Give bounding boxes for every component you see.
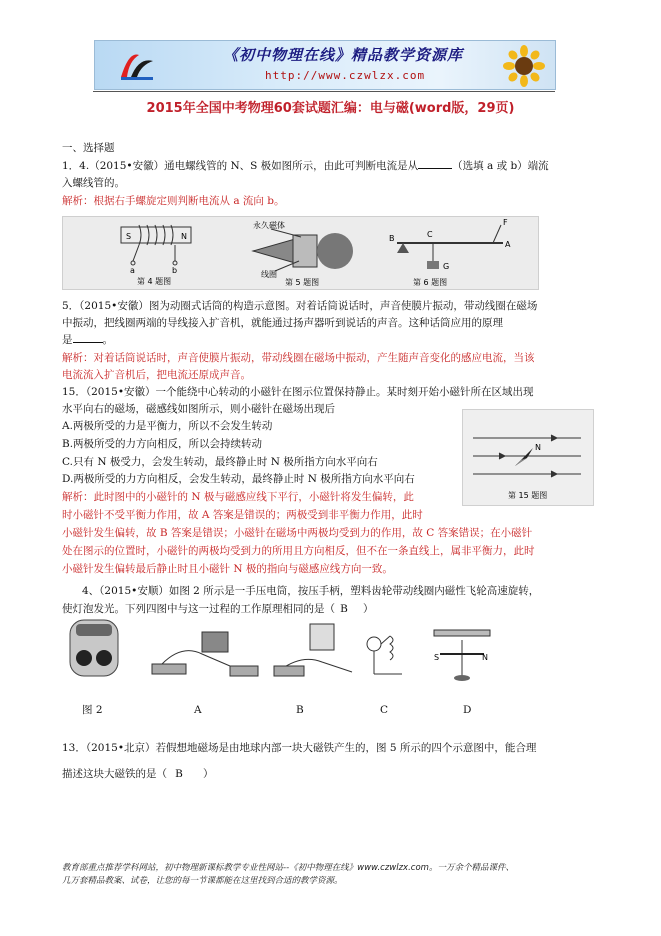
footer-line2: 几万套精品教案、试卷，让您的每一节课都能在这里找到合适的教学资源。 [62,876,343,886]
fig4-s-label: S [126,232,132,241]
q13-text: 描述这块大磁铁的是（ [62,768,167,780]
fig5-magnet-label: 永久磁体 [253,221,285,230]
header-banner [94,40,556,90]
answer-blank [73,332,103,343]
fig4-b-label: b [172,266,178,275]
fig6-a-label: A [505,240,511,249]
figure-15 [462,409,594,506]
q15-option-c: C.只有 N 极受力，会发生转动，最终静止时 N 极所指方向水平向右 [62,456,378,468]
q1-text-post: （选填 a 或 b）端流 [452,160,549,172]
fig6-c-label: C [427,230,433,239]
q15-option-a: A.两极所受的力是平衡力，所以不会发生转动 [62,420,273,432]
footer-line1: 教育部重点推荐学科网站，初中物理新课标教学专业性网站--《初中物理在线》www.czwlzx.com。一万余个精品课件、 [62,863,514,873]
banner-url: http://www.czwlzx.com [265,69,426,82]
q5-line2: 中振动，把线圈两端的导线接入扩音机，就能通过扬声器听到说话的声音。这种话筒应用的原理 [62,317,503,329]
q13-line2 [62,766,592,782]
site-logo-icon [117,47,157,83]
section-heading: 一、选择题 [62,142,115,154]
q15-answer-line1: 解析：此时图中的小磁针的 N 极与磁感应线下平行，小磁针将发生偏转，此 [62,491,414,503]
q15-option-b: B.两极所受的力方向相反，所以会持续转动 [62,438,263,450]
fig6-f-label: F [503,218,508,227]
q13-text-post: ） [203,768,214,780]
q4-figures-drawing [62,614,492,694]
q1-answer: 解析：根据右手螺旋定则判断电流从 a 流向 b。 [62,195,285,207]
q5-line1: 5．（2015•安徽）图为动圈式话筒的构造示意图。对着话筒说话时，声音使膜片振动，带动线圈在磁场 [62,300,538,312]
q4-label-c: C [380,704,389,716]
q4-text: 使灯泡发光。下列四图中与这一过程的工作原理相同的是（ [62,603,335,615]
q5-text-post: 。 [102,334,113,346]
q15-line2: 水平向右的磁场，磁感线如图所示，则小磁针在磁场出现后 [62,403,335,415]
q4-label-b: B [296,704,304,716]
q4-text-post: ） [363,603,374,615]
fig6-caption: 第 6 题图 [413,278,448,287]
fig15-n-label: N [535,443,541,452]
footer [62,862,622,888]
q5-line3 [62,332,592,348]
q5-text: 是 [62,334,73,346]
q5-answer-line1: 解析：对着话筒说话时，声音使膜片振动，带动线圈在磁场中振动，产生随声音变化的感应电流，当该 [62,352,535,364]
q1-text: 1．4.（2015•安徽）通电螺线管的 N、S 极如图所示，由此可判断电流是从 [62,160,419,172]
q15-answer-line2: 时小磁针不受平衡力作用，故 A 答案是错误的；两极受到非平衡力作用，此时 [62,509,423,521]
fig6-b-label: B [389,234,395,243]
banner-title: 《初中物理在线》精品教学资源库 [223,46,464,64]
fig6-g-label: G [443,262,450,271]
q1-line1 [62,158,592,174]
q15-line1: 15．（2015•安徽）一个能绕中心转动的小磁针在图示位置保持静止。某时刻开始小磁针所在区域出现 [62,386,534,398]
q15-answer-line3: 小磁针发生偏转，故 B 答案是错误；小磁针在磁场中两极均受到力的作用，故 C 答案错误；在小磁针 [62,527,533,539]
fig4-a-label: a [130,266,135,275]
fig4-n-label: N [181,232,187,241]
q4-label-fig2: 图 2 [82,704,103,716]
fig5-caption: 第 5 题图 [285,278,320,287]
sunflower-icon [501,45,547,87]
figures-drawing [63,217,538,289]
fig15-caption: 第 15 题图 [508,491,548,500]
header-rule [93,91,555,92]
q4-figure-row [62,614,492,694]
q13-answer: B [175,768,183,780]
q13-line1: 13．（2015•北京）若假想地磁场是由地球内部一块大磁铁产生的，图 5 所示的四个示意图中，能合理 [62,742,537,754]
fig5-coil-label: 线圈 [261,270,277,279]
q4-label-d: D [463,704,472,716]
figd-s-label: S [434,653,440,662]
q5-answer-line2: 电流流入扩音机后，把电流还原成声音。 [62,369,251,381]
q1-line2: 入螺线管的。 [62,177,125,189]
figures-4-5-6 [62,216,539,290]
figd-n-label: N [482,653,488,662]
q15-option-d: D.两极所受的力方向相反，会发生转动，最终静止时 N 极所指方向水平向右 [62,473,415,485]
document-title: 2015年全国中考物理60套试题汇编：电与磁(word版，29页) [146,101,515,116]
q4-label-a: A [194,704,202,716]
q4-line1: 4、（2015•安顺）如图 2 所示是一手压电筒，按压手柄，塑料齿轮带动线圈内磁性飞轮高速旋转， [82,585,540,597]
q15-answer-line4: 处在图示的位置时，小磁针的两极均受到力的所用且方向相反，但不在一条直线上，属非平衡力，此时 [62,545,535,557]
q4-answer: B [340,603,348,615]
answer-blank [418,158,452,169]
fig4-caption: 第 4 题图 [137,277,172,286]
figure-15-drawing [463,410,593,505]
q15-answer-line5: 小磁针发生偏转最后静止时且小磁针 N 极的指向与磁感应线方向一致。 [62,563,393,575]
